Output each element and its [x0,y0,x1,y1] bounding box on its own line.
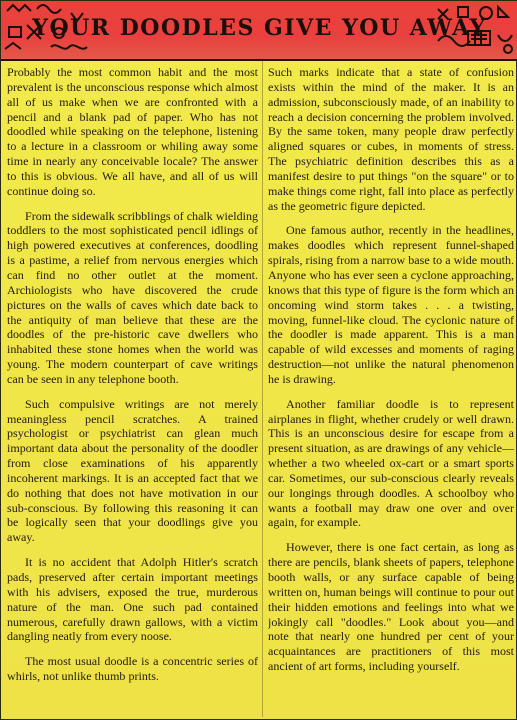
paragraph: One famous author, recently in the headlines, makes doodles which represent funnel-shaped spirals, rising from a narrow base to a wide mouth. Anyone who has ever seen a cyclone approaching, knows that this type of figure is the form which an oncoming wind storm takes . . . a twisting, moving, funnel-like cloud. The cyclonic nature of the doodler is made apparent. This is a man capable of wild excesses and moments of raging destruction—not unlike the natural phenomenon he is drawing. [268,223,514,386]
left-column [7,65,258,715]
paragraph: Another familiar doodle is to represent airplanes in flight, whether crudely or well drawn. This is an unconscious desire for escape from a present situation, as are drawings of any vehicle—whether a two wheeled ox-cart or a smart sports car. Sometimes, our sub-conscious clearly reveals our longings through doodles. A schoolboy who wants a football may draw one over and over again, for example. [268,396,514,530]
title-banner [1,1,517,61]
paragraph: Such compulsive writings are not merely meaningless pencil scratches. A trained psychologist or psychiatrist can glean much important data about the personality of the doodler from close examinations of his apparently incoherent markings. It is an accepted fact that we do nothing that does not have motivation in our sub-conscious. By following this reasoning it can be logically seen that your doodlings give you away. [7,396,258,545]
paragraph: However, there is one fact certain, as long as there are pencils, blank sheets of papers, telephone booth walls, or any surface capable of being written on, human beings will continue to pour out their hidden emotions and feelings into what we jokingly call "doodles." Look about you—and note that nearly one hundred per cent of your acquaintances are practitioners of this most ancient of art forms, including yourself. [268,540,514,674]
page-title: YOUR DOODLES GIVE YOU AWAY [32,15,487,41]
paragraph: The most usual doodle is a concentric series of whirls, not unlike thumb prints. [7,654,258,684]
paragraph: It is no accident that Adolph Hitler's scratch pads, preserved after certain important meetings with his advisers, exposed the true, murderous nature of the man. One such pad contained numerous, carefully drawn gallows, with a victim dangling neatly from every noose. [7,555,258,644]
column-divider [262,61,263,717]
paragraph: Such marks indicate that a state of confusion exists within the mind of the maker. It is an admission, subconsciously made, of an inability to reach a decision concerning the problem involved. By the same token, many people draw perfectly aligned squares or cubes, in moments of stress. The psychiatric definition describes this as a manifest desire to put things "on the square" or to make things come right, fall into place as perfectly as the geometric figure depicted. [268,65,514,213]
paragraph: From the sidewalk scribblings of chalk wielding toddlers to the most sophisticated pencil idlings of high powered executives at conferences, doodling is a pastime, a relief from nervous energies which can find no other outlet at the moment. Archiologists who have discovered the crude pictures on the walls of caves which date back to the antiquity of man believe that these are the doodles of the pre-historic cave dwellers who inhabited these stone homes when the world was young. The modern counterpart of cave writings can be seen in any telephone booth. [7,208,258,386]
right-column [268,65,514,715]
paragraph: Probably the most common habit and the most prevalent is the unconscious response which almost all of us make when we are confronted with a pencil and a blank pad of paper. Who has not doodled while speaking on the telephone, listening to a lecture in a classroom or whiling away some time in nearly any conceivable locale? The answer to this is obvious. We all have, and all of us will continue doing so. [7,65,258,198]
